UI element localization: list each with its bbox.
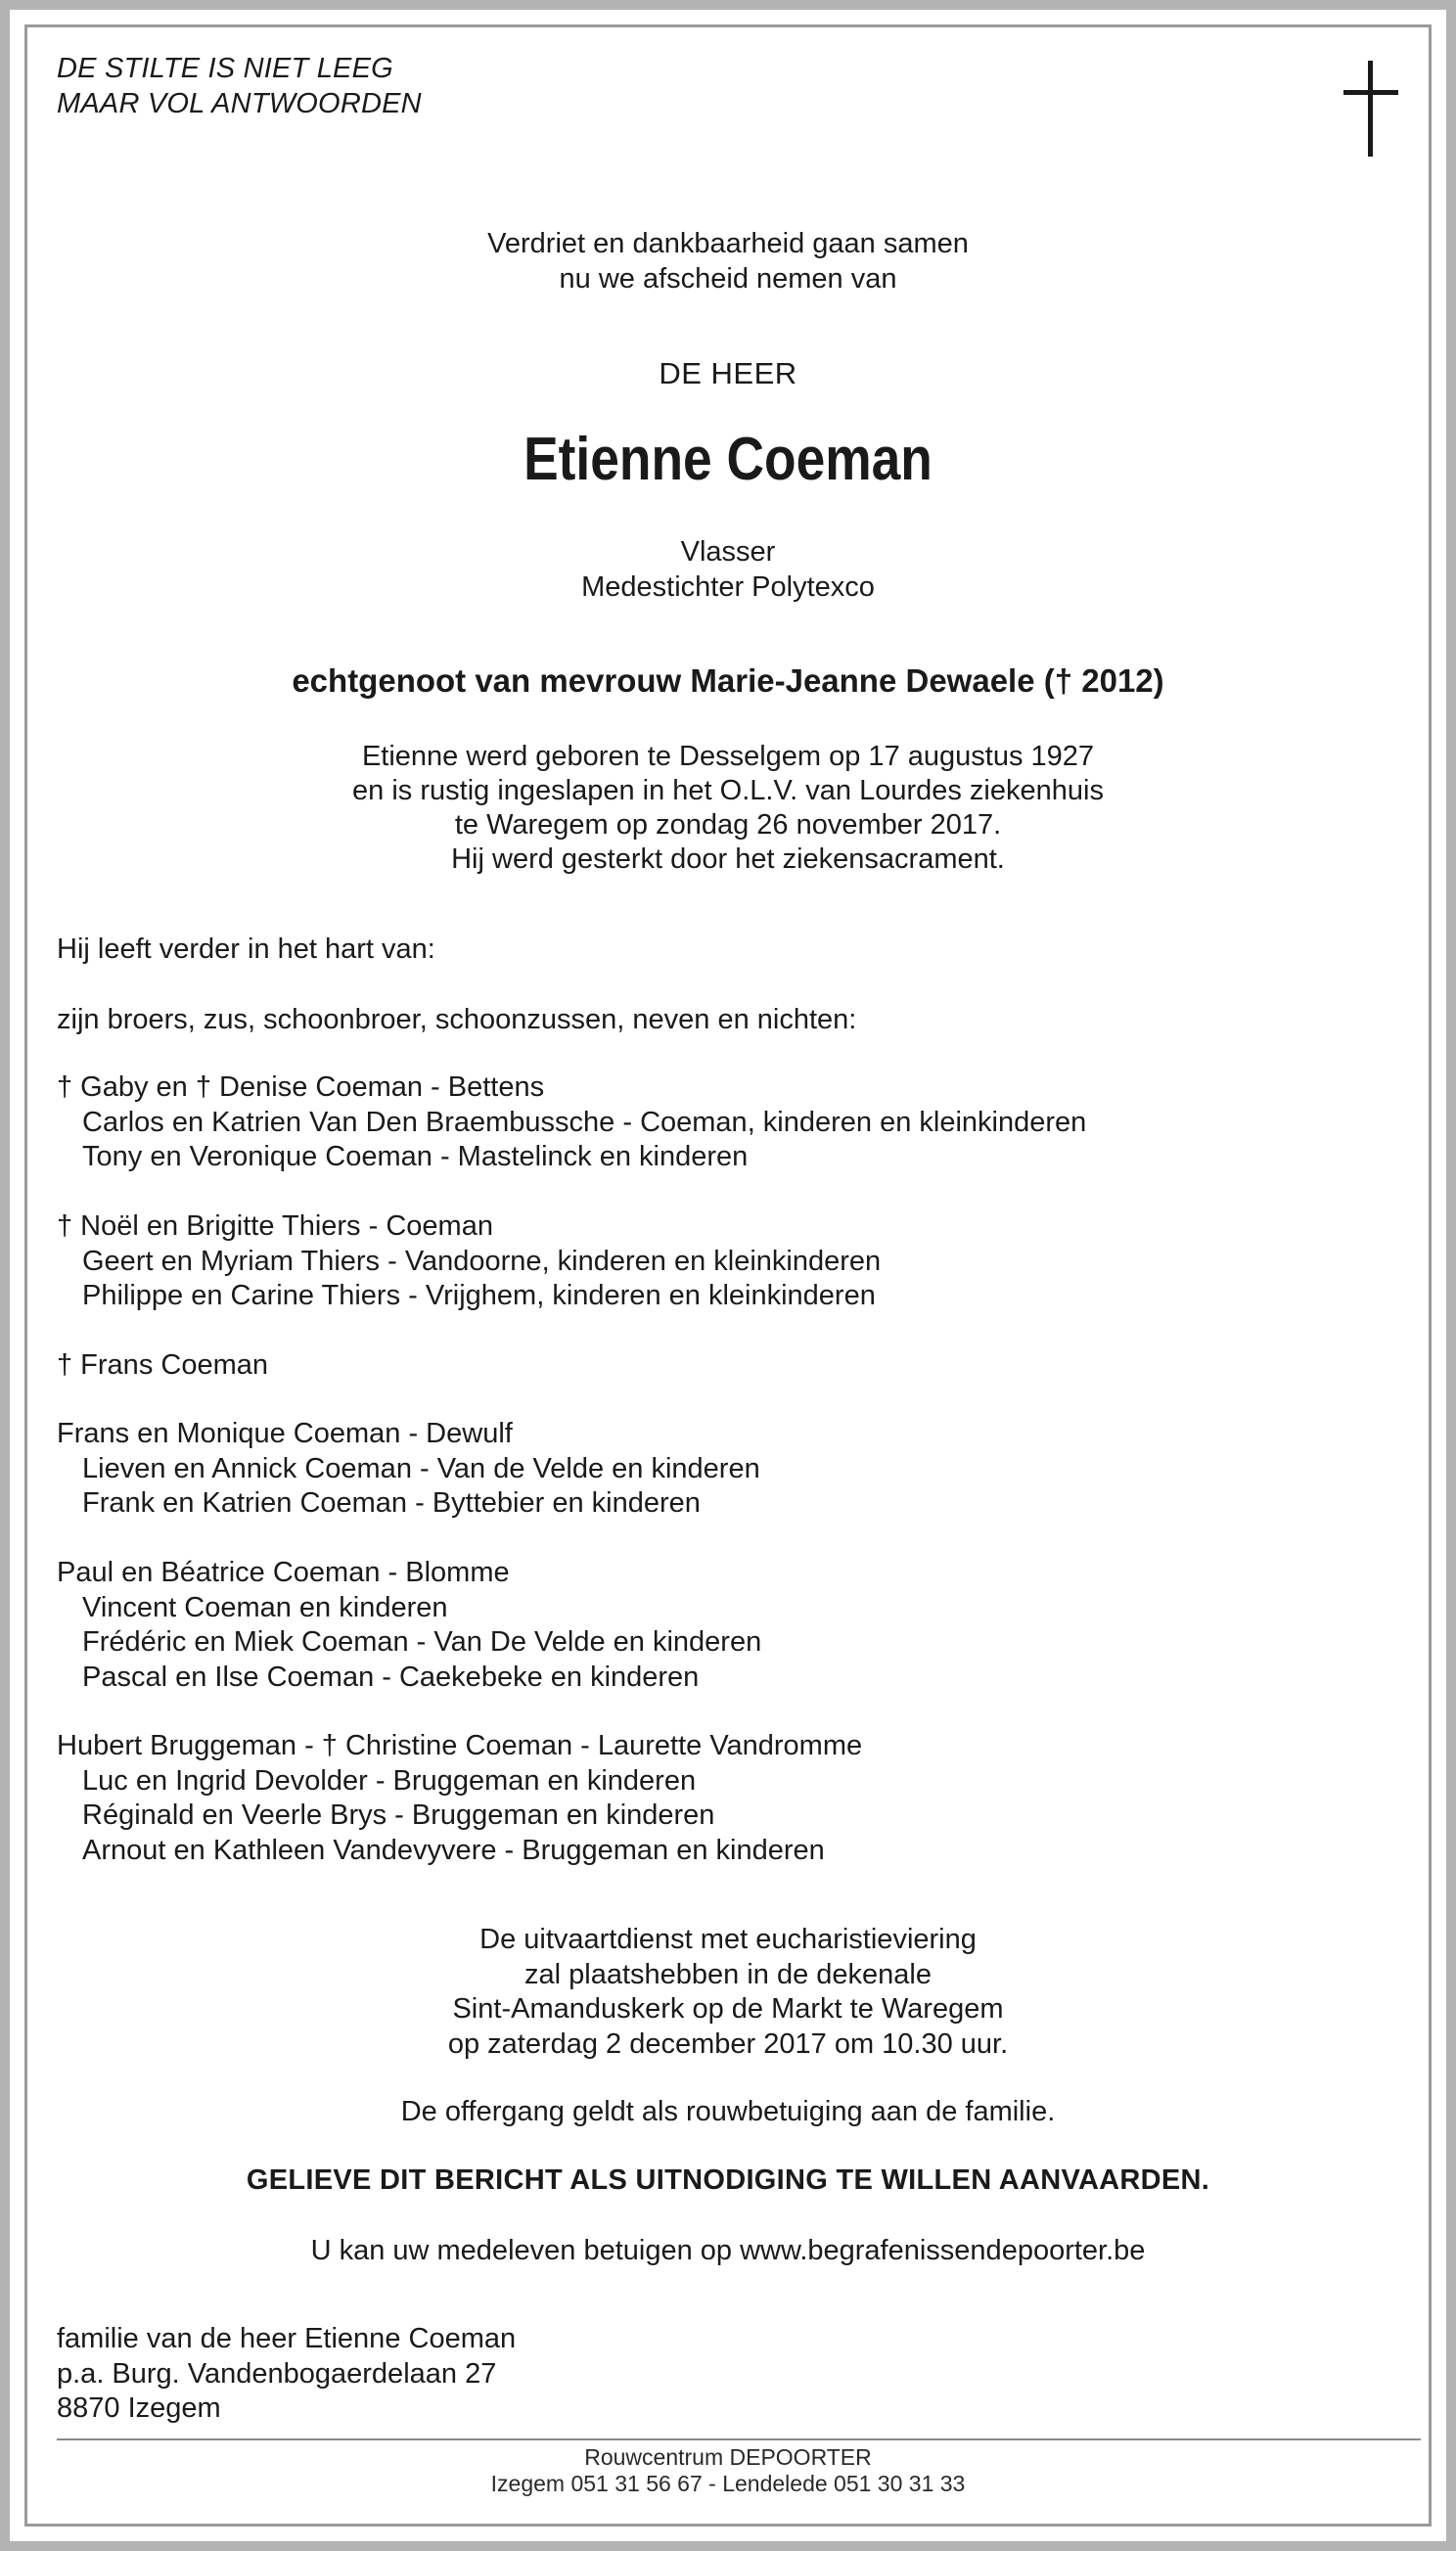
footer (0, 2444, 1456, 2497)
roles (0, 534, 1456, 605)
funeral-line-4: op zaterdag 2 december 2017 om 10.30 uur. (447, 2027, 1009, 2060)
family-member: Arnout en Kathleen Vandevyvere - Bruggeman en kinderen (82, 1834, 825, 1866)
motto (57, 51, 422, 121)
family-member: Carlos en Katrien Van Den Braembussche - Coeman, kinderen en kleinkinderen (82, 1106, 1087, 1138)
family-member: Luc en Ingrid Devolder - Bruggeman en kinderen (82, 1764, 697, 1797)
funeral-details (0, 1923, 1456, 2062)
motto-line-2: MAAR VOL ANTWOORDEN (57, 88, 422, 119)
family-head: Hubert Bruggeman - † Christine Coeman - Laurette Vandromme (57, 1730, 863, 1761)
bio-line-1: Etienne werd geboren te Desselgem op 17 augustus 1927 (361, 741, 1095, 772)
family-member: Pascal en Ilse Coeman - Caekebeke en kinderen (82, 1661, 700, 1693)
funeral-line-3: Sint-Amanduskerk op de Markt te Waregem (452, 1993, 1004, 2025)
motto-line-1: DE STILTE IS NIET LEEG (57, 53, 393, 84)
footer-line-1: Rouwcentrum DEPOORTER (584, 2444, 872, 2470)
family-member: Vincent Coeman en kinderen (82, 1591, 448, 1623)
address-line-3: 8870 Izegem (57, 2392, 221, 2424)
intro-line-1: Verdriet en dankbaarheid gaan samen (487, 228, 969, 259)
family-head: Frans en Monique Coeman - Dewulf (57, 1418, 513, 1449)
heart-line: Hij leeft verder in het hart van: (57, 934, 435, 965)
family-member: Frédéric en Miek Coeman - Van De Velde en kinderen (82, 1626, 762, 1658)
funeral-line-2: zal plaatshebben in de dekenale (524, 1958, 932, 1990)
relatives-intro: zijn broers, zus, schoonbroer, schoonzussen, neven en nichten: (57, 1004, 857, 1035)
bio-line-3: te Waregem op zondag 26 november 2017. (454, 809, 1002, 841)
condolence-note: U kan uw medeleven betuigen op www.begrafenissendepoorter.be (310, 2235, 1146, 2266)
honorific-title: DE HEER (659, 356, 797, 390)
family-group (57, 1417, 760, 1522)
role-line-1: Vlasser (680, 536, 776, 568)
family-head: † Noël en Brigitte Thiers - Coeman (57, 1210, 493, 1242)
cross-icon (1343, 61, 1398, 157)
footer-line-2: Izegem 051 31 56 67 - Lendelede 051 30 31 33 (490, 2471, 966, 2496)
intro-line-2: nu we afscheid nemen van (559, 263, 897, 295)
biography (0, 740, 1456, 877)
address-line-2: p.a. Burg. Vandenbogaerdelaan 27 (57, 2357, 497, 2390)
family-member: Geert en Myriam Thiers - Vandoorne, kinderen en kleinkinderen (82, 1245, 882, 1277)
offering-note: De offergang geldt als rouwbetuiging aan de familie. (400, 2096, 1056, 2127)
invitation-note: GELIEVE DIT BERICHT ALS UITNODIGING TE WILLEN AANVAARDEN. (246, 2164, 1210, 2196)
family-head: † Gaby en † Denise Coeman - Bettens (57, 1071, 545, 1103)
family-member: Lieven en Annick Coeman - Van de Velde en kinderen (82, 1452, 760, 1484)
address-line-1: familie van de heer Etienne Coeman (57, 2323, 517, 2354)
family-head: Paul en Béatrice Coeman - Blomme (57, 1557, 510, 1588)
family-member: Réginald en Veerle Brys - Bruggeman en kinderen (82, 1799, 715, 1831)
footer-divider (57, 2438, 1421, 2440)
family-group (57, 1556, 761, 1695)
bio-line-2: en is rustig ingeslapen in het O.L.V. van Lourdes ziekenhuis (352, 775, 1104, 806)
family-member: Frank en Katrien Coeman - Byttebier en kinderen (82, 1487, 701, 1519)
funeral-line-1: De uitvaartdienst met eucharistieviering (479, 1924, 977, 1955)
family-member: Philippe en Carine Thiers - Vrijghem, kinderen en kleinkinderen (82, 1280, 876, 1311)
family-group (57, 1209, 881, 1314)
family-group (57, 1729, 862, 1868)
family-group (57, 1071, 1086, 1175)
spouse-line: echtgenoot van mevrouw Marie-Jeanne Dewaele († 2012) (292, 662, 1164, 699)
family-head: † Frans Coeman (57, 1349, 268, 1381)
role-line-2: Medestichter Polytexco (581, 571, 875, 603)
intro-text (0, 226, 1456, 296)
deceased-name: Etienne Coeman (523, 426, 933, 493)
family-group (57, 1348, 268, 1384)
family-member: Tony en Veronique Coeman - Mastelinck en kinderen (82, 1141, 749, 1172)
bio-line-4: Hij werd gesterkt door het ziekensacrament. (451, 843, 1005, 875)
family-address (57, 2322, 516, 2427)
